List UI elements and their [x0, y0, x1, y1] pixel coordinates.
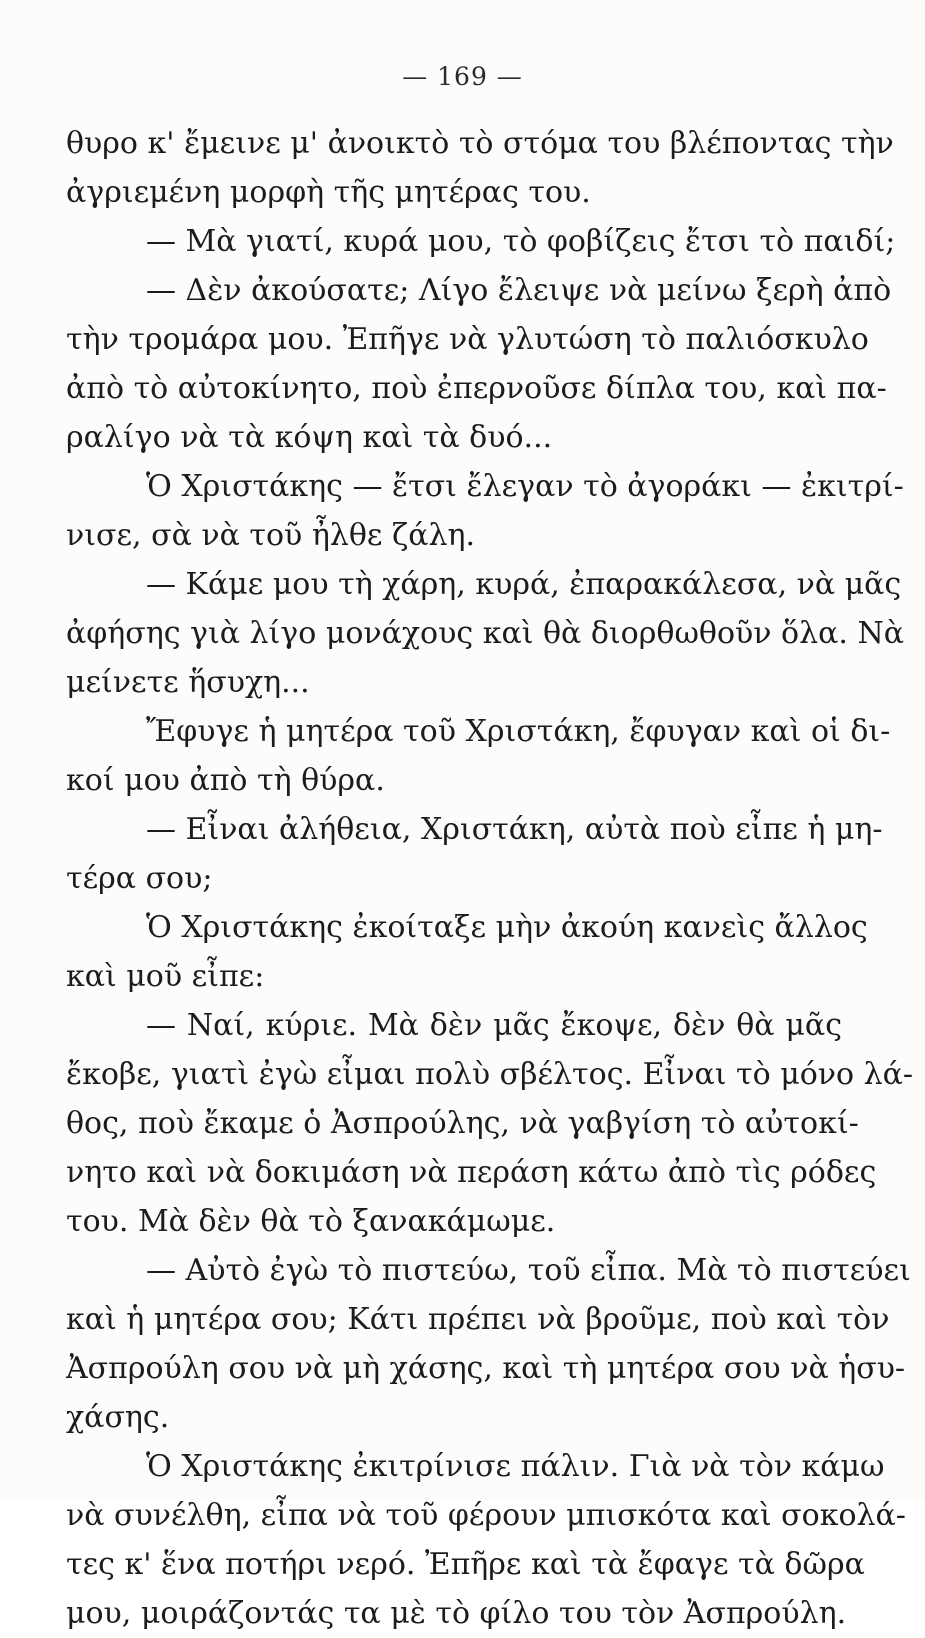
text-line: του. Μὰ δὲν θὰ τὸ ξανακάμωμε.	[66, 1204, 556, 1239]
text-line: μείνετε ἥσυχη...	[66, 665, 310, 700]
text-line: τέρα σου;	[66, 861, 213, 896]
text-line: — Ναί, κύριε. Μὰ δὲν μᾶς ἔκοψε, δὲν θὰ μᾶς	[146, 1008, 842, 1043]
text-line: — Κάμε μου τὴ χάρη, κυρά, ἐπαρακάλεσα, νὰ μᾶς	[146, 567, 902, 602]
text-line: Ἀσπρούλη σου νὰ μὴ χάσης, καὶ τὴ μητέρα σου νὰ ἡσυ-	[66, 1351, 906, 1386]
text-line: — Αὐτὸ ἐγὼ τὸ πιστεύω, τοῦ εἶπα. Μὰ τὸ πιστεύει	[146, 1253, 911, 1288]
text-line: νὰ συνέλθη, εἶπα νὰ τοῦ φέρουν μπισκότα καὶ σοκολά-	[66, 1498, 906, 1533]
text-line: Ἔφυγε ἡ μητέρα τοῦ Χριστάκη, ἔφυγαν καὶ οἱ δι-	[146, 714, 891, 749]
text-line: μου, μοιράζοντάς τα μὲ τὸ φίλο του τὸν Ἀσπρούλη.	[66, 1596, 847, 1631]
text-line: Ὁ Χριστάκης ἐκιτρίνισε πάλιν. Γιὰ νὰ τὸν κάμω	[146, 1449, 885, 1484]
text-line: ἀπὸ τὸ αὐτοκίνητο, ποὺ ἐπερνοῦσε δίπλα του, καὶ πα-	[66, 371, 887, 406]
text-line: χάσης.	[66, 1400, 170, 1435]
body-text	[66, 119, 914, 1638]
text-line: ἀγριεμένη μορφὴ τῆς μητέρας του.	[66, 175, 591, 210]
text-line: καὶ ἡ μητέρα σου; Κάτι πρέπει νὰ βροῦμε, ποὺ καὶ τὸν	[66, 1302, 890, 1337]
text-line: νισε, σὰ νὰ τοῦ ἦλθε ζάλη.	[66, 518, 475, 553]
text-line: Ὁ Χριστάκης ἐκοίταξε μὴν ἀκούη κανεὶς ἄλλος	[146, 910, 868, 945]
text-line: θυρο κ' ἔμεινε μ' ἀνοικτὸ τὸ στόμα του βλέποντας τὴν	[66, 126, 894, 161]
text-line: κοί μου ἀπὸ τὴ θύρα.	[66, 763, 385, 798]
text-line: ἔκοβε, γιατὶ ἐγὼ εἶμαι πολὺ σβέλτος. Εἶναι τὸ μόνο λά-	[66, 1057, 914, 1092]
text-line: ραλίγο νὰ τὰ κόψη καὶ τὰ δυό...	[66, 420, 553, 455]
text-line: θος, ποὺ ἔκαμε ὁ Ἀσπρούλης, νὰ γαβγίση τὸ αὐτοκί-	[66, 1106, 859, 1141]
text-line: τὴν τρομάρα μου. Ἐπῆγε νὰ γλυτώση τὸ παλιόσκυλο	[66, 322, 869, 357]
text-line: τες κ' ἕνα ποτήρι νερό. Ἐπῆρε καὶ τὰ ἔφαγε τὰ δῶρα	[66, 1547, 865, 1582]
text-line: Ὁ Χριστάκης — ἔτσι ἔλεγαν τὸ ἀγοράκι — ἐκιτρί-	[146, 469, 904, 504]
text-line: — Δὲν ἀκούσατε; Λίγο ἔλειψε νὰ μείνω ξερὴ ἀπὸ	[146, 273, 892, 308]
text-line: νητο καὶ νὰ δοκιμάση νὰ περάση κάτω ἀπὸ τὶς ρόδες	[66, 1155, 877, 1190]
page-number: — 169 —	[402, 62, 523, 91]
text-line: καὶ μοῦ εἶπε:	[66, 959, 265, 994]
text-line: — Εἶναι ἀλήθεια, Χριστάκη, αὐτὰ ποὺ εἶπε ἡ μη-	[146, 812, 883, 847]
text-line: ἀφήσης γιὰ λίγο μονάχους καὶ θὰ διορθωθοῦν ὅλα. Νὰ	[66, 616, 904, 651]
text-line: — Μὰ γιατί, κυρά μου, τὸ φοβίζεις ἔτσι τὸ παιδί;	[146, 224, 896, 259]
